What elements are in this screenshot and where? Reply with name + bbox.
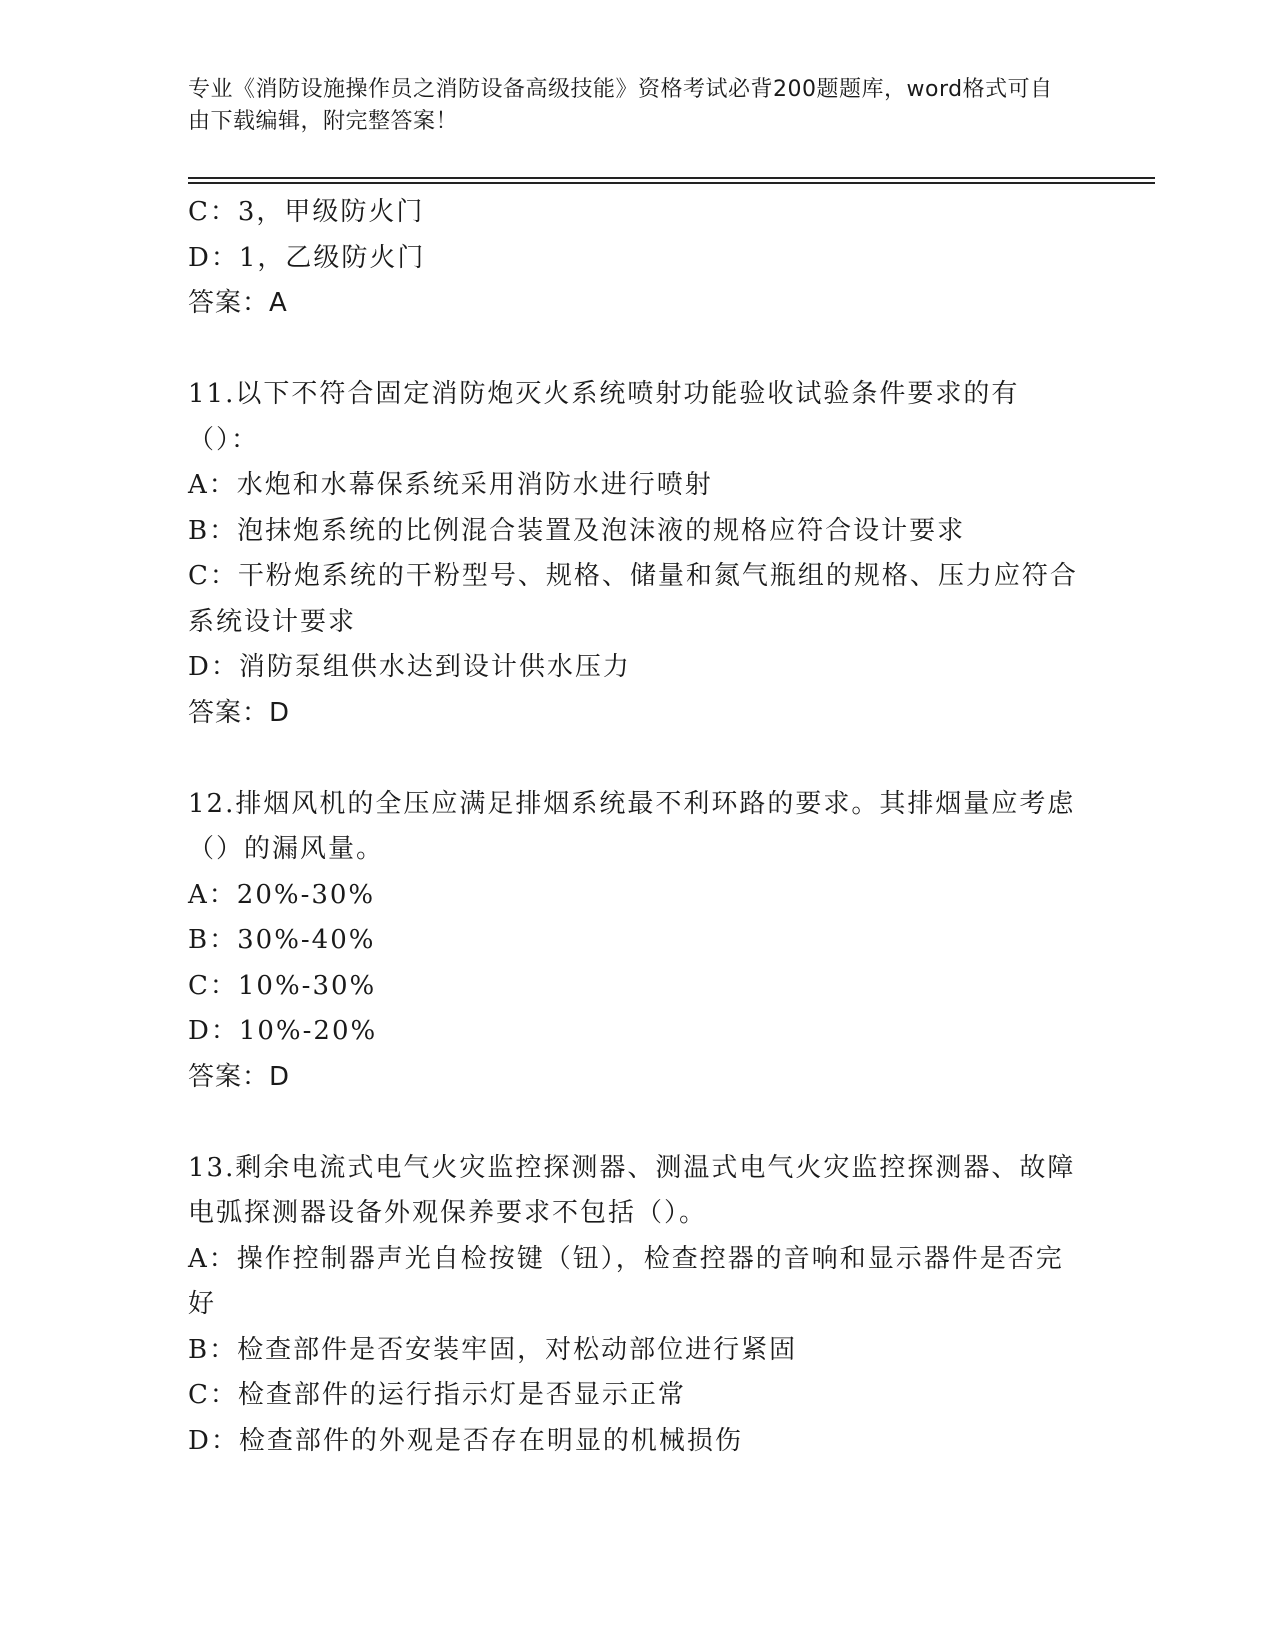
spacer — [188, 1100, 1088, 1146]
option-a: A：水炮和水幕保系统采用消防水进行喷射 — [188, 470, 713, 500]
option-d: D：1，乙级防火门 — [188, 242, 426, 273]
question-stem: 13.剩余电流式电气火灾监控探测器、测温式电气火灾监控探测器、故障电弧探测器设备外观保养要求不包括（）。 — [188, 1152, 1076, 1228]
option-c: C：10%-30% — [188, 970, 377, 1001]
header-rule-bottom — [188, 182, 1155, 184]
spacer — [188, 736, 1088, 782]
option-b: B：检查部件是否安装牢固，对松动部位进行紧固 — [188, 1334, 798, 1365]
option-d: D：检查部件的外观是否存在明显的机械损伤 — [188, 1425, 743, 1456]
spacer — [188, 327, 1088, 373]
answer: 答案：A — [188, 288, 288, 318]
question-13 — [188, 1146, 1088, 1465]
question-stem: 12.排烟风机的全压应满足排烟系统最不利环路的要求。其排烟量应考虑（）的漏风量。 — [188, 788, 1076, 864]
option-b: B：泡抹炮系统的比例混合装置及泡沫液的规格应符合设计要求 — [188, 515, 966, 546]
option-d: D：10%-20% — [188, 1016, 378, 1046]
option-b: B：30%-40% — [188, 925, 376, 955]
answer: 答案：D — [188, 697, 291, 728]
answer: 答案：D — [188, 1061, 291, 1092]
question-12 — [188, 782, 1088, 1101]
option-a: A：操作控制器声光自检按键（钮），检查控器的音响和显示器件是否完好 — [188, 1243, 1064, 1319]
question-stem: 11.以下不符合固定消防炮灭火系统喷射功能验收试验条件要求的有（）： — [188, 379, 1020, 455]
option-c: C：3，甲级防火门 — [188, 197, 425, 227]
option-d: D：消防泵组供水达到设计供水压力 — [188, 652, 631, 682]
question-content — [188, 190, 1088, 1464]
previous-question-tail — [188, 190, 1088, 327]
page-header: 专业《消防设施操作员之消防设备高级技能》资格考试必背200题题库，word格式可自由下载编辑，附完整答案！ — [188, 77, 1053, 134]
question-11 — [188, 372, 1088, 736]
option-c: C：干粉炮系统的干粉型号、规格、储量和氮气瓶组的规格、压力应符合系统设计要求 — [188, 561, 1078, 637]
option-c: C：检查部件的运行指示灯是否显示正常 — [188, 1380, 686, 1410]
option-a: A：20%-30% — [188, 879, 376, 910]
header-rule-top — [188, 177, 1155, 179]
